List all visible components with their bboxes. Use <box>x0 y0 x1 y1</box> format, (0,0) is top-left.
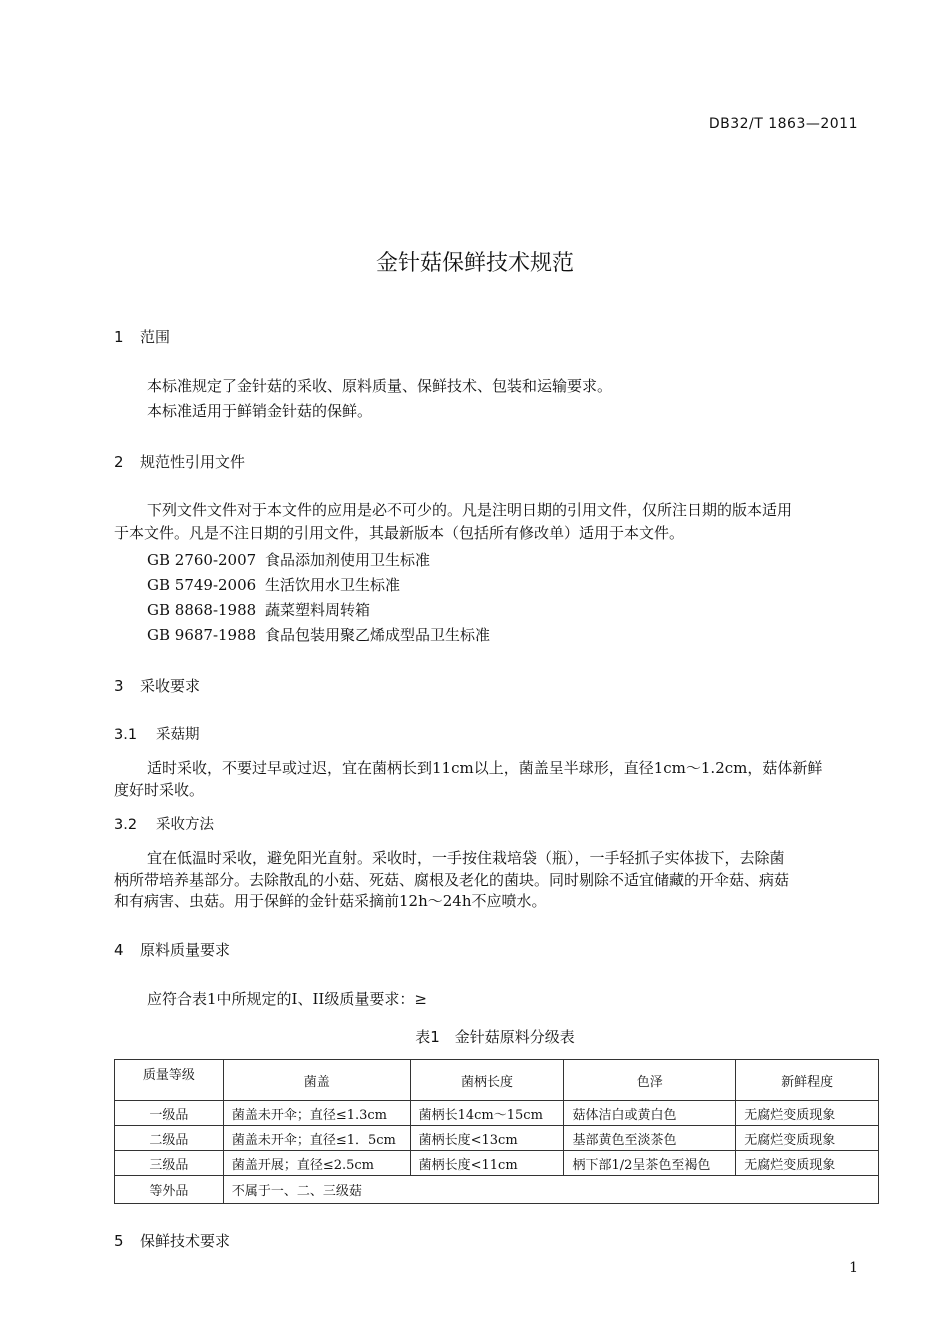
paragraph-line: 下列文件文件对于本文件的应用是必不可少的。凡是注明日期的引用文件，仅所注日期的版本适用 <box>147 501 793 519</box>
page-number: 1 <box>849 1260 858 1276</box>
header-cell: 质量等级 <box>115 1060 224 1101</box>
document-code: DB32/T 1863—2011 <box>708 116 858 132</box>
reference-name: 生活饮用水卫生标准 <box>265 576 401 594</box>
table-row <box>115 1176 879 1204</box>
paragraph-line: 度好时采收。 <box>114 781 205 799</box>
table-cell: 菌盖未开伞；直径≤1.3cm <box>223 1101 410 1126</box>
subsection-title: 采收方法 <box>156 817 214 833</box>
paragraph-line: 本标准规定了金针菇的采收、原料质量、保鲜技术、包装和运输要求。 <box>147 377 613 395</box>
table-caption: 表1 金针菇原料分级表 <box>415 1028 575 1046</box>
table-cell: 无腐烂变质现象 <box>736 1101 879 1126</box>
paragraph-line: 本标准适用于鲜销金针菇的保鲜。 <box>147 402 373 420</box>
reference-code: GB 5749-2006 <box>147 576 257 594</box>
subsection-3-1-heading <box>114 723 200 744</box>
section-number: 4 <box>114 941 124 959</box>
section-5-heading <box>114 1230 230 1251</box>
section-title: 原料质量要求 <box>140 941 231 959</box>
table-header-row <box>115 1060 879 1101</box>
table-row <box>115 1151 879 1176</box>
subsection-number: 3.2 <box>114 817 138 833</box>
section-number: 5 <box>114 1232 124 1250</box>
table-cell: 无腐烂变质现象 <box>736 1151 879 1176</box>
table-cell: 菌盖开展；直径≤2.5cm <box>223 1151 410 1176</box>
table-cell: 无腐烂变质现象 <box>736 1126 879 1151</box>
subsection-3-2-heading <box>114 813 214 834</box>
table-cell: 三级品 <box>115 1151 224 1176</box>
subsection-number: 3.1 <box>114 727 138 743</box>
table-cell: 柄下部1/2呈茶色至褐色 <box>564 1151 736 1176</box>
reference-name: 食品添加剂使用卫生标准 <box>265 551 431 569</box>
section-title: 保鲜技术要求 <box>140 1232 231 1250</box>
table-cell: 等外品 <box>115 1176 224 1204</box>
grading-table <box>114 1059 879 1204</box>
paragraph-line: 宜在低温时采收，避免阳光直射。采收时，一手按住栽培袋（瓶），一手轻抓子实体拔下，去除菌 <box>147 849 785 867</box>
paragraph-line: 应符合表1中所规定的I、II级质量要求：≥ <box>147 990 427 1008</box>
reference-name: 食品包装用聚乙烯成型品卫生标准 <box>265 626 491 644</box>
table-cell: 菌柄长度<13cm <box>410 1126 564 1151</box>
section-1-heading <box>114 326 170 347</box>
reference-code: GB 9687-1988 <box>147 626 257 644</box>
section-3-heading <box>114 675 200 696</box>
table-cell: 不属于一、二、三级菇 <box>223 1176 878 1204</box>
section-2-heading <box>114 451 245 472</box>
reference-item <box>147 599 370 620</box>
table-cell: 二级品 <box>115 1126 224 1151</box>
table-cell: 菌柄长14cm～15cm <box>410 1101 564 1126</box>
section-title: 范围 <box>140 328 171 346</box>
subsection-title: 采菇期 <box>156 727 200 743</box>
header-cell: 菌盖 <box>223 1060 410 1101</box>
reference-item <box>147 624 490 645</box>
table-cell: 菌柄长度<11cm <box>410 1151 564 1176</box>
reference-code: GB 8868-1988 <box>147 601 257 619</box>
header-cell: 色泽 <box>564 1060 736 1101</box>
header-cell: 新鲜程度 <box>736 1060 879 1101</box>
table-cell: 基部黄色至淡茶色 <box>564 1126 736 1151</box>
header-cell: 菌柄长度 <box>410 1060 564 1101</box>
paragraph-line: 和有病害、虫菇。用于保鲜的金针菇采摘前12h～24h不应喷水。 <box>114 892 547 910</box>
table-row <box>115 1126 879 1151</box>
section-title: 采收要求 <box>140 677 201 695</box>
table-cell: 菇体洁白或黄白色 <box>564 1101 736 1126</box>
section-title: 规范性引用文件 <box>140 453 246 471</box>
section-number: 2 <box>114 453 124 471</box>
document-title: 金针菇保鲜技术规范 <box>375 251 574 276</box>
reference-code: GB 2760-2007 <box>147 551 257 569</box>
reference-item <box>147 549 430 570</box>
paragraph-line: 于本文件。凡是不注日期的引用文件，其最新版本（包括所有修改单）适用于本文件。 <box>114 524 685 542</box>
table-cell: 一级品 <box>115 1101 224 1126</box>
section-number: 1 <box>114 328 124 346</box>
paragraph-line: 适时采收，不要过早或过迟，宜在菌柄长到11cm以上，菌盖呈半球形，直径1cm～1.2cm，菇体新鲜 <box>147 759 823 777</box>
section-4-heading <box>114 939 230 960</box>
table-cell: 菌盖未开伞；直径≤1．5cm <box>223 1126 410 1151</box>
reference-item <box>147 574 400 595</box>
section-number: 3 <box>114 677 124 695</box>
reference-name: 蔬菜塑料周转箱 <box>265 601 371 619</box>
paragraph-line: 柄所带培养基部分。去除散乱的小菇、死菇、腐根及老化的菌块。同时剔除不适宜储藏的开伞菇、病菇 <box>114 871 790 889</box>
table-row <box>115 1101 879 1126</box>
